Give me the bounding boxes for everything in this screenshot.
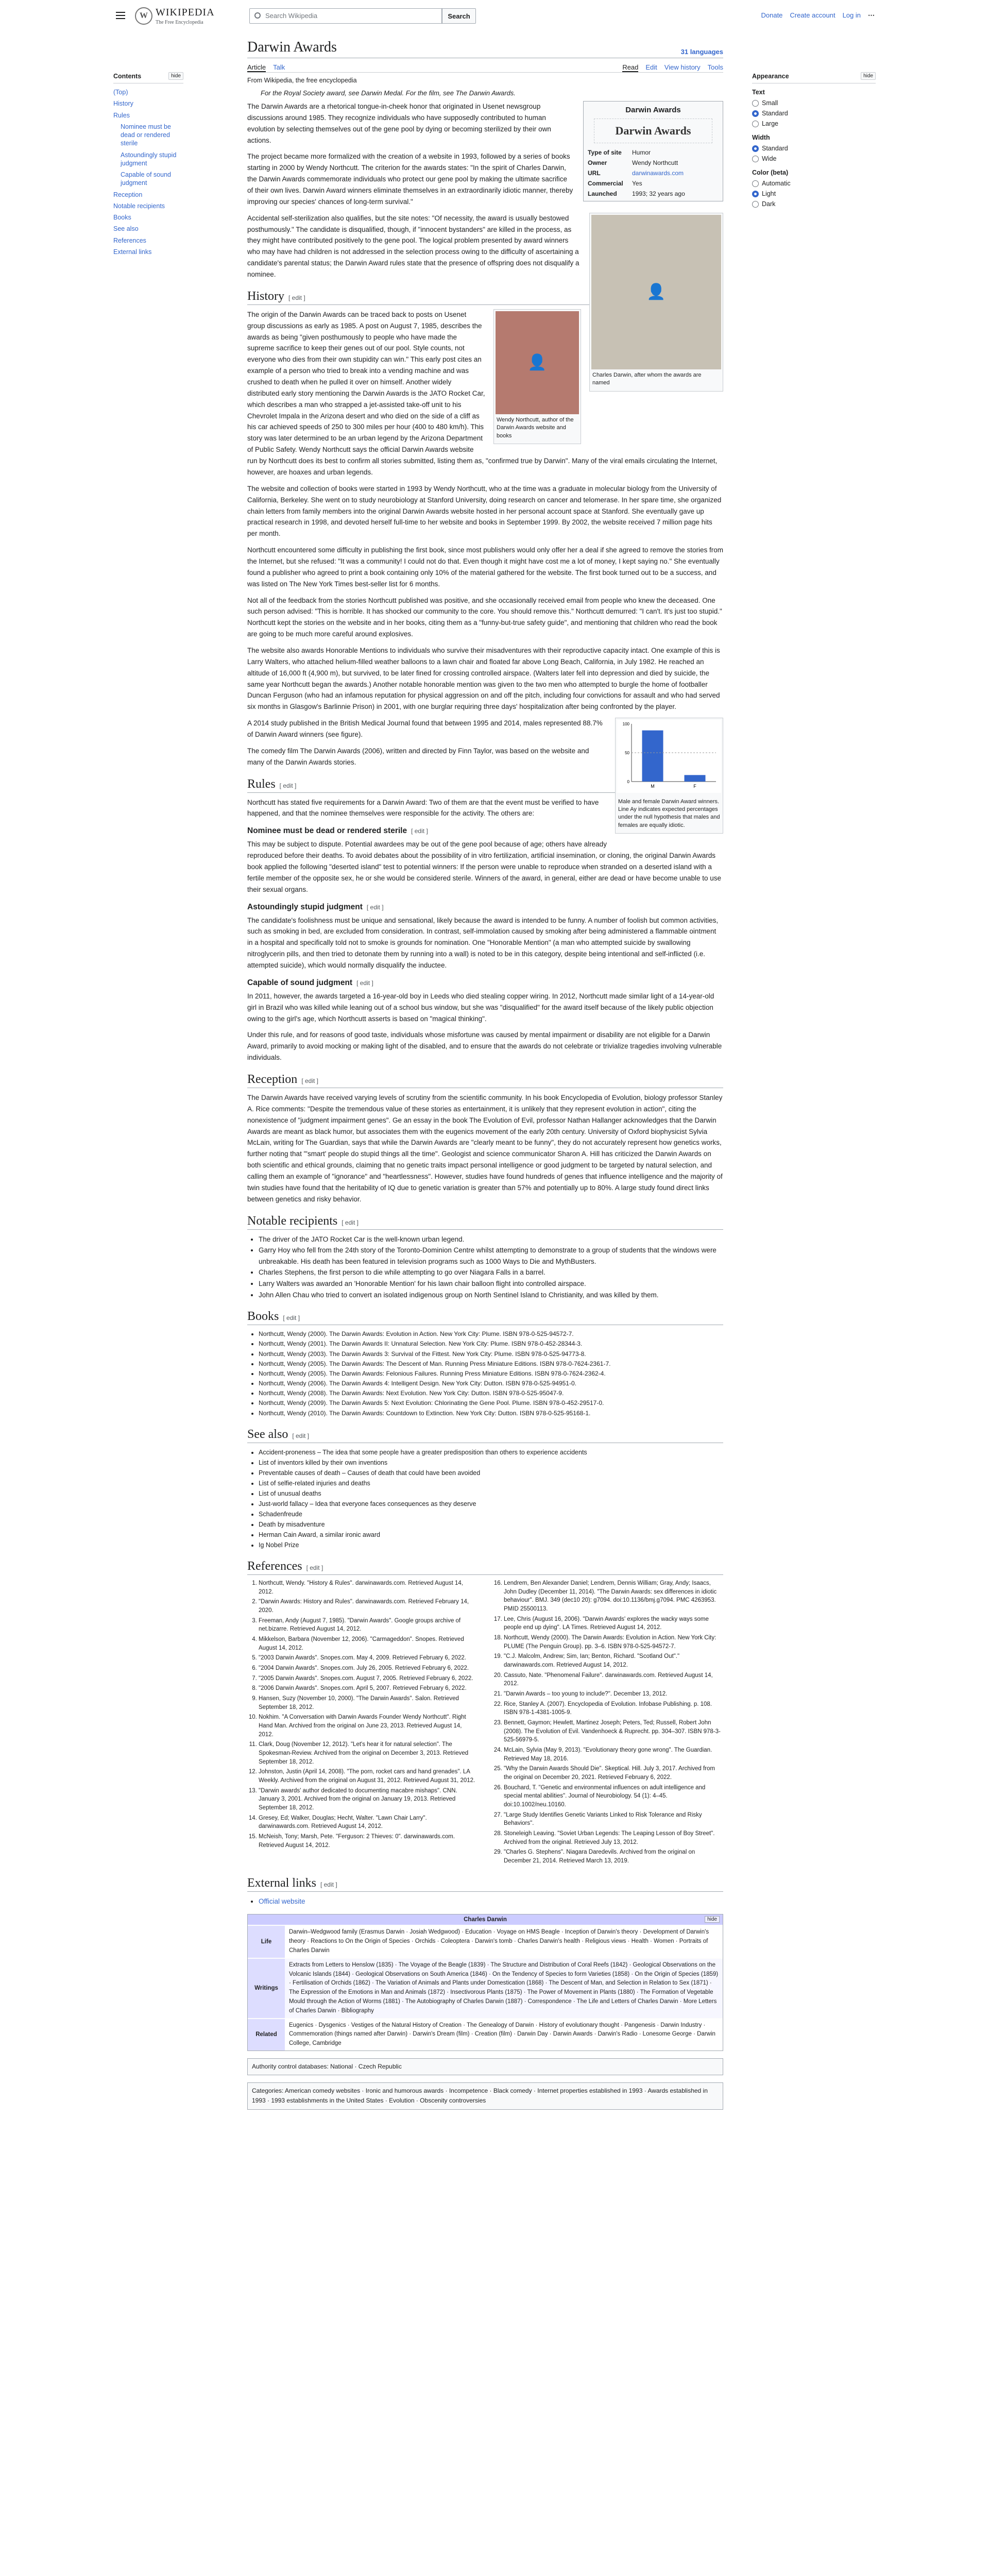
notable-item: • John Allen Chau who tried to convert an isolated indigenous group on North Sentinel Island to Christianity, and was killed by them. xyxy=(259,1290,723,1301)
color-dark-option[interactable]: Dark xyxy=(752,199,876,209)
authority-control: Authority control databases: National · Czech Republic xyxy=(247,2058,723,2075)
toc-item xyxy=(113,246,183,258)
section-heading-external-links: External links [ edit ] xyxy=(247,1876,723,1892)
reference-item: 19. "C.J. Malcolm, Andrew; Sim, Ian; Benton, Richard. "Scotland Out"." darwinawards.com. Retrieved August 14, 2012. xyxy=(504,1652,723,1669)
width-label: Width xyxy=(752,134,770,141)
rules-intro: Northcutt has stated five requirements for a Darwin Award: Two of them are that the event must be verified to have happened, and that the nominee themselves were responsible for the activity. The others are: xyxy=(247,798,599,818)
site-header xyxy=(0,0,989,32)
reference-item: 28. Stoneleigh Leaving. "Soviet Urban Legends: The Leaping Lesson of Boy Street". Archived from the original. Retrieved July 13, 2012. xyxy=(504,1829,723,1846)
section-heading-books: Books [ edit ] xyxy=(247,1310,723,1325)
toc-link[interactable]: External links xyxy=(113,248,152,256)
book-item: • Northcutt, Wendy (2005). The Darwin Awards: Felonious Failures. Running Press Miniature Editions. ISBN 978-0-7624-2362-4. xyxy=(259,1369,723,1379)
navbox-group: Life xyxy=(248,1926,285,1957)
color-light-option[interactable]: Light xyxy=(752,189,876,199)
main-menu-button[interactable] xyxy=(113,8,128,23)
page-tagline: From Wikipedia, the free encyclopedia xyxy=(247,77,357,84)
reference-item: 23. Bennett, Gaymon; Hewlett, Martinez Joseph; Peters, Ted; Russell, Robert John (2008). The Evolution of Evil. Vandenhoeck & Ruprecht. pp. 304–307. ISBN 978-3-525-56979-5. xyxy=(504,1719,723,1744)
infobox xyxy=(583,101,723,201)
logo-tagline: The Free Encyclopedia xyxy=(156,20,203,25)
toc-link[interactable]: (Top) xyxy=(113,89,128,96)
reference-item: 3. Freeman, Andy (August 7, 1985). "Darwin Awards". Google groups archive of net.bizarre. Retrieved August 14, 2012. xyxy=(259,1617,478,1634)
official-website-link[interactable]: Official website xyxy=(259,1897,305,1905)
see-also-item[interactable]: • Accident-proneness – The idea that some people have a greater predisposition than others to experience accidents xyxy=(259,1447,723,1458)
navbox-list[interactable]: Darwin–Wedgwood family (Erasmus Darwin · Josiah Wedgwood) · Education · Voyage on HMS Beagle · Inception of Darwin's theory · Development of Darwin's theory · Reactions to On the Origin of Species · Orchids · Coleoptera · Darwin's tomb · Charles Darwin's health · Religious views · Health · Women · Portraits of Charles Darwin xyxy=(285,1926,723,1957)
history-paragraph: The origin of the Darwin Awards can be traced back to posts on Usenet group discussions as early as 1985. A post on August 7, 1985, describes the awards as being "given posthumously to people who have made the supreme sacrifice to keep their genes out of our pool. Style counts, not everyone who dies from their own stupidity can win." This early post cites an example of a person who tried to break into a vending machine and was crushed to death when he pulled it over on himself. Another widely distributed early story mentioning the Darwin Awards is the JATO Rocket Car, which describes a man who strapped a jet-assisted take-off unit to his Chevrolet Impala in the Arizona desert and who died on the side of a cliff as his car achieved speeds of 250 to 300 miles per hour (400 to 480 km/h). This story was later determined to be an urban legend by the Arizona Department of Public Safety. Wendy Northcutt says the official Darwin Awards website run by Northcutt does its best to confirm all stories submitted, listing them as, "confirmed true by Darwin". Many of the viral emails circulating the Internet, however, are hoaxes and urban legends. xyxy=(247,310,718,476)
history-paragraph: The website also awards Honorable Mentions to individuals who survive their misadventures with their reproductive capacity intact. One example of this is Larry Walters, who attached helium-filled weather balloons to a lawn chair and floated far above Long Beach, California, in July 1982. He reached an altitude of 16,000 ft (4,900 m), but survived, to be later fined for crossing controlled airspace. (Walters later fell into depression and died by suicide, the same year Northcutt began the awards.) Another notable honorable mention was given to the two men who attempted to burgle the home of footballer Duncan Ferguson (who had an infamous reputation for physical aggression on and off the pitch, including four convictions for assault and who had served six months in Glasgow's Barlinnie Prison) in 2001, with one burglar requiring three days' hospitalization after being confronted by the player. xyxy=(247,646,720,711)
history-paragraph: The website and collection of books were started in 1993 by Wendy Northcutt, who at the time was a graduate in molecular biology from the University of California, Berkeley. She went on to study neurobiology at Stanford University, doing research on cancer and telomerase. In her spare time, she organized chain letters from family members into the original Darwin Awards website hosted in her personal account space at Stanford. She eventually gave up practical research in 1998, and devoted herself full-time to her website and books in September 1999. By 2002, the website received 7 million page hits per month. xyxy=(247,484,722,538)
infobox-label: URL xyxy=(588,170,601,177)
toc-link[interactable]: History xyxy=(113,100,133,108)
toc-item xyxy=(113,110,183,121)
toc-link[interactable]: Nominee must be dead or rendered sterile xyxy=(121,123,171,147)
table-of-contents xyxy=(113,72,183,258)
reference-item: 24. McLain, Sylvia (May 9, 2013). "Evolutionary theory gone wrong". The Guardian. Retrieved May 18, 2016. xyxy=(504,1746,723,1763)
globe-icon: W xyxy=(135,7,152,25)
navbox-group: Related xyxy=(248,2019,285,2050)
see-also-item[interactable]: • Death by misadventure xyxy=(259,1519,723,1530)
edit-link[interactable]: [ edit ] xyxy=(301,1077,318,1085)
figure-caption: Male and female Darwin Award winners. Line Ay indicates expected percentages under the null hypothesis that males and females are equally idiotic. xyxy=(618,798,720,828)
toc-link[interactable]: See also xyxy=(113,225,139,233)
toc-item xyxy=(113,189,183,200)
section-heading-rules: Rules [ edit ] xyxy=(247,777,723,793)
color-automatic-option[interactable]: Automatic xyxy=(752,178,876,189)
infobox-label: Owner xyxy=(588,159,607,166)
intro-paragraph: The project became more formalized with the creation of a website in 1993, followed by a series of books starting in 2000 by Wendy Northcutt. The criterion for the awards states: "In the spirit of Charles Darwin, the Darwin Awards commemorate individuals who protect our gene pool by making the ultimate sacrifice of their own lives. Darwin Award winners eliminate themselves in an extraordinarily idiotic manner, thereby improving our species' chances of long-term survival." xyxy=(247,152,573,206)
user-links xyxy=(761,11,875,20)
book-item: • Northcutt, Wendy (2009). The Darwin Awards 5: Next Evolution: Chlorinating the Gene Pool. Plume. ISBN 978-0-452-29517-0. xyxy=(259,1398,723,1408)
tab-article[interactable]: Article xyxy=(247,63,266,71)
infobox-label: Commercial xyxy=(588,180,623,187)
navbox-row xyxy=(248,2018,723,2050)
toc-link[interactable]: Reception xyxy=(113,191,143,198)
rule-paragraph: In 2011, however, the awards targeted a 16-year-old boy in Leeds who died stealing copper wiring. In 2012, Northcutt made similar light of a 14-year-old girl in Brazil who was killed while leaning out of a school bus window, but she was "disqualified" for the award itself because of the likely public objection owing to the girl's age, which Northcutt asserts is based on "magical thinking". xyxy=(247,992,714,1023)
y-tick-label: 50 xyxy=(625,751,629,756)
history-paragraph: Not all of the feedback from the stories Northcutt published was positive, and she occasionally received email from people who knew the deceased. One such person advised: "This is horrible. It has shocked our community to the core. You should remove this." Northcutt demurred: "I can't. It's just too stupid." Northcutt kept the stories on the website and in her books, citing them as a "funny-but-true safety guide", and mentioning that children who read the book are going to be much more careful around explosives. xyxy=(247,596,722,638)
reference-item: 21. "Darwin Awards – too young to include?". December 13, 2012. xyxy=(504,1690,723,1699)
section-heading-history: History [ edit ] xyxy=(247,290,723,305)
intro-paragraph: The Darwin Awards are a rhetorical tongue-in-cheek honor that originated in Usenet newsgroup discussions around 1985. They recognize individuals who have supposedly contributed to human evolution by selecting themselves out of the gene pool by dying or becoming sterilized by their own actions. xyxy=(247,103,551,144)
edit-link[interactable]: [ edit ] xyxy=(356,979,373,987)
text-small-option[interactable]: Small xyxy=(752,98,876,108)
reference-item: 7. "2005 Darwin Awards". Snopes.com. August 7, 2005. Retrieved February 6, 2022. xyxy=(259,1674,478,1683)
reference-item: 22. Rice, Stanley A. (2007). Encyclopedia of Evolution. Infobase Publishing. p. 108. ISBN 978-1-4381-1005-9. xyxy=(504,1700,723,1717)
toc-item xyxy=(113,169,183,189)
history-paragraph: Northcutt encountered some difficulty in publishing the first book, since most publishers would only offer her a deal if she agreed to remove the stories from the Internet, but she refused: "It was a community! I could not do that. Even though it might have cost me a lot of money, I kept saying no." She eventually found a publisher who agreed to print a book containing only 10% of the material gathered for the website. The first book turned out to be a success, and was listed on The New York Times best-seller list for 6 months. xyxy=(247,546,723,588)
reference-item: 16. Lendrem, Ben Alexander Daniel; Lendrem, Dennis William; Gray, Andy; Isaacs, John Dudley (December 11, 2014). "The Darwin Awards: sex differences in idiotic behaviour". BMJ. 349 (dec10 20): g7094. doi:10.1136/bmj.g7094. PMC 4263953. PMID 25500113. xyxy=(504,1579,723,1614)
book-item: • Northcutt, Wendy (2003). The Darwin Awards 3: Survival of the Fittest. New York City: Plume. ISBN 978-0-525-94773-8. xyxy=(259,1349,723,1359)
infobox-value: Humor xyxy=(632,149,651,156)
edit-link[interactable]: [ edit ] xyxy=(292,1432,309,1439)
book-item: • Northcutt, Wendy (2005). The Darwin Awards: The Descent of Man. Running Press Miniature Editions. ISBN 978-0-7624-2361-7. xyxy=(259,1359,723,1369)
y-tick-label: 0 xyxy=(627,779,629,785)
book-item: • Northcutt, Wendy (2000). The Darwin Awards: Evolution in Action. New York City: Plume. ISBN 978-0-525-94572-7. xyxy=(259,1329,723,1339)
toc-link[interactable]: Rules xyxy=(113,111,130,119)
infobox-value: Yes xyxy=(632,180,642,187)
subsection-heading-stupid-judgment: Astoundingly stupid judgment [ edit ] xyxy=(247,902,384,911)
section-heading-reception: Reception [ edit ] xyxy=(247,1073,723,1088)
toc-title: Contents xyxy=(113,72,142,80)
infobox-label: Launched xyxy=(588,190,617,197)
website-link[interactable]: darwinawards.com xyxy=(632,170,684,177)
appearance-hide-button[interactable]: hide xyxy=(861,72,876,80)
rule-paragraph: This may be subject to dispute. Potential awardees may be out of the gene pool because of age; others have already reproduced before their deaths. To avoid debates about the possibility of in vitro fertilization, artificial insemination, or cloning, the original Darwin Awards book applied the following "deserted island" test to potential winners: If the person were unable to reproduce when stranded on a deserted island with a fertile member of the opposite sex, he or she would be considered sterile. Winners of the award, in general, either are dead or have become unable to use their sexual organs. xyxy=(247,840,722,893)
tab-tools[interactable]: Tools xyxy=(707,63,723,71)
toc-item xyxy=(113,223,183,234)
edit-link[interactable]: [ edit ] xyxy=(279,782,297,789)
toc-item xyxy=(113,87,183,98)
charles-darwin-photo[interactable]: 👤 xyxy=(591,215,721,369)
tab-edit[interactable]: Edit xyxy=(645,63,657,71)
reference-item: 20. Cassuto, Nate. "Phenomenal Failure". darwinawards.com. Retrieved August 14, 2012. xyxy=(504,1671,723,1688)
categories-box: Categories: American comedy websites · Ironic and humorous awards · Incompetence · Black comedy · Internet properties established in 1993 · Awards established in 1993 · 1993 establishments in the United States · Evolution · Obscenity controversies xyxy=(247,2082,723,2109)
gender-bar-chart xyxy=(617,720,721,793)
navbox-hide-button[interactable]: hide xyxy=(705,1916,720,1923)
create-account-link[interactable]: Create account xyxy=(790,11,835,19)
intro-paragraph: Accidental self-sterilization also qualifies, but the site notes: "Of necessity, the award is usually bestowed posthumously." The candidate is disqualified, though, if "innocent bystanders" are killed in the process, as they might have contributed positively to the gene pool. The logical problem presented by award winners who may have had children is not addressed in the selection process owing to the difficulty of ascertaining a candidate's parental status; the Darwin Award rules state that the presence of offspring does not disqualify a nominee. xyxy=(247,214,579,279)
page-title: Darwin Awards xyxy=(247,39,337,55)
reference-item: 26. Bouchard, T. "Genetic and environmental influences on adult intelligence and special mental abilities". Journal of Neurobiology. 54 (1): 4–45. doi:10.1002/neu.10160. xyxy=(504,1784,723,1809)
toc-item xyxy=(113,98,183,109)
text-standard-option[interactable]: Standard xyxy=(752,108,876,118)
rule-paragraph: Under this rule, and for reasons of good taste, individuals whose misfortune was caused by mental impairment or disability are not eligible for a Darwin Award, primarily to avoid mocking or making light of the disabled, and to ensure that the awards do not celebrate or trivialize tragedies involving vulnerable individuals. xyxy=(247,1031,722,1062)
toc-item xyxy=(113,121,183,149)
navbox-title: Charles Darwin xyxy=(464,1917,507,1923)
see-also-item[interactable]: • List of selfie-related injuries and deaths xyxy=(259,1478,723,1488)
reference-item: 15. McNeish, Tony; Marsh, Pete. "Ferguson: 2 Thieves: 0". darwinawards.com. Retrieved August 14, 2012. xyxy=(259,1833,478,1850)
infobox-label: Type of site xyxy=(588,149,622,156)
figure-caption: Charles Darwin, after whom the awards are named xyxy=(592,371,702,386)
wendy-northcutt-photo[interactable]: 👤 xyxy=(496,311,579,414)
tab-talk[interactable]: Talk xyxy=(273,63,285,71)
language-button[interactable]: 31 languages xyxy=(680,48,723,56)
color-label: Color (beta) xyxy=(752,169,789,176)
reference-item: 1. Northcutt, Wendy. "History & Rules". darwinawards.com. Retrieved August 14, 2012. xyxy=(259,1579,478,1596)
section-heading-see-also: See also [ edit ] xyxy=(247,1428,723,1443)
article xyxy=(247,39,723,2110)
edit-link[interactable]: [ edit ] xyxy=(366,903,384,911)
reference-item: 11. Clark, Doug (November 12, 2012). "Let's hear it for natural selection". The Spokesman-Review. Archived from the original on December 3, 2013. Retrieved September 18, 2012. xyxy=(259,1740,478,1766)
edit-link[interactable]: [ edit ] xyxy=(283,1314,300,1322)
reference-item: 12. Johnston, Justin (April 14, 2008). "The porn, rocket cars and hand grenades". LA Weekly. Archived from the original on August 31, 2012. Retrieved August 31, 2012. xyxy=(259,1768,478,1785)
rule-paragraph: The candidate's foolishness must be unique and sensational, likely because the award is intended to be funny. A number of foolish but common activities, such as smoking in bed, are excluded from consideration. In contrast, self-immolation caused by smoking after being administered a flammable ointment in a hospital and specifically told not to smoke is grounds for nomination. One "Honorable Mention" (a man who attempted suicide by swallowing nitroglycerin pills, and then tried to detonate them by running into a wall) is noted to be in this category, despite being intentional and self-inflicted (i.e. attempted suicide), which would normally disqualify the inductee. xyxy=(247,916,719,969)
book-item: • Northcutt, Wendy (2006). The Darwin Awards 4: Intelligent Design. New York City: Dutton. ISBN 978-0-525-94951-0. xyxy=(259,1379,723,1388)
search-input[interactable]: Search Wikipedia xyxy=(249,8,442,24)
reference-item: 13. "Darwin awards' author dedicated to documenting macabre mishaps". CNN. January 3, 2001. Archived from the original on January 19, 2013. Retrieved September 18, 2012. xyxy=(259,1787,478,1812)
notable-item: • Larry Walters was awarded an 'Honorable Mention' for his lawn chair balloon flight into controlled airspace. xyxy=(259,1278,723,1290)
appearance-title: Appearance xyxy=(752,72,789,80)
reference-item: 8. "2006 Darwin Awards". Snopes.com. April 5, 2007. Retrieved February 6, 2022. xyxy=(259,1684,478,1693)
navbox-group: Writings xyxy=(248,1959,285,2018)
bar-M xyxy=(642,731,663,782)
infobox-value: Wendy Northcutt xyxy=(632,159,678,166)
see-also-item[interactable]: • List of unusual deaths xyxy=(259,1488,723,1499)
navbox-row xyxy=(248,1958,723,2018)
figure-caption: Wendy Northcutt, author of the Darwin Awards website and books xyxy=(497,416,574,439)
toc-item xyxy=(113,235,183,246)
darwin-awards-logo: Darwin Awards xyxy=(594,118,712,143)
toc-link[interactable]: Capable of sound judgment xyxy=(121,171,171,187)
reference-item: 5. "2003 Darwin Awards". Snopes.com. May 4, 2009. Retrieved February 6, 2022. xyxy=(259,1654,478,1663)
references-list xyxy=(247,1579,723,1867)
see-also-item[interactable]: • Herman Cain Award, a similar ironic award xyxy=(259,1530,723,1540)
bar-F xyxy=(685,775,706,782)
more-options-icon[interactable]: ⋯ xyxy=(868,11,875,19)
see-also-item[interactable]: • Ig Nobel Prize xyxy=(259,1540,723,1550)
toc-link[interactable]: Astoundingly stupid judgment xyxy=(121,151,177,167)
subsection-heading-dead-or-sterile: Nominee must be dead or rendered sterile [ edit ] xyxy=(247,826,428,836)
donate-link[interactable]: Donate xyxy=(761,11,783,19)
edit-link[interactable]: [ edit ] xyxy=(342,1218,359,1226)
reference-item: 2. "Darwin Awards: History and Rules". darwinawards.com. Retrieved February 14, 2020. xyxy=(259,1598,478,1615)
section-heading-references: References [ edit ] xyxy=(247,1560,723,1575)
book-item: • Northcutt, Wendy (2008). The Darwin Awards: Next Evolution. New York City: Dutton. ISBN 978-0-525-95047-9. xyxy=(259,1388,723,1398)
history-paragraph: A 2014 study published in the British Medical Journal found that between 1995 and 2014, males represented 88.7% of Darwin Award winners (see figure). xyxy=(247,719,603,738)
toc-item xyxy=(113,200,183,212)
see-also-item[interactable]: • Preventable causes of death – Causes of death that could have been avoided xyxy=(259,1468,723,1478)
infobox-value: 1993; 32 years ago xyxy=(632,190,685,197)
notable-item: • Charles Stephens, the first person to die while attempting to go over Niagara Falls in a barrel. xyxy=(259,1267,723,1278)
notable-item: • The driver of the JATO Rocket Car is the well-known urban legend. xyxy=(259,1234,723,1245)
toc-link[interactable]: Notable recipients xyxy=(113,202,165,210)
reference-item: 14. Gresey, Ed; Walker, Douglas; Hecht, Walter. "Lawn Chair Larry". darwinawards.com. Retrieved August 14, 2012. xyxy=(259,1814,478,1831)
northcutt-figure xyxy=(493,309,581,444)
gender-chart-figure xyxy=(615,718,723,834)
history-paragraph: The comedy film The Darwin Awards (2006), written and directed by Finn Taylor, was based on the website and many of the Darwin Awards stories. xyxy=(247,747,589,766)
wikipedia-logo[interactable] xyxy=(135,6,215,26)
edit-link[interactable]: [ edit ] xyxy=(320,1880,337,1888)
navbox-list[interactable]: Eugenics · Dysgenics · Vestiges of the Natural History of Creation · The Genealogy of Darwin · History of evolutionary thought · Pangenesis · Darwin Industry · Commemoration (things named after Darwin) · Darwin's Dream (film) · Creation (film) · Darwin Day · Darwin Awards · Darwin's Radio · Lonesome George · Darwin College, Cambridge xyxy=(285,2019,723,2050)
navbox-list[interactable]: Extracts from Letters to Henslow (1835) · The Voyage of the Beagle (1839) · The Structure and Distribution of Coral Reefs (1842) · Geological Observations on the Volcanic Islands (1844) · Geological Observations on South America (1846) · On the Tendency of Species to form Varieties (1858) · On the Origin of Species (1859) · Fertilisation of Orchids (1862) · The Variation of Animals and Plants under Domestication (1868) · The Descent of Man, and Selection in Relation to Sex (1871) · The Expression of the Emotions in Man and Animals (1872) · Insectivorous Plants (1875) · The Power of Movement in Plants (1880) · The Formation of Vegetable Mould through the Action of Worms (1881) · The Autobiography of Charles Darwin (1887) · Correspondence · The Life and Letters of Charles Darwin · More Letters of Charles Darwin · Bibliography xyxy=(285,1959,723,2018)
reference-item: 25. "Why the Darwin Awards Should Die". Skeptical. Hill. July 3, 2017. Archived from the original on December 20, 2021. Retrieved February 6, 2022. xyxy=(504,1765,723,1782)
edit-link[interactable]: [ edit ] xyxy=(288,294,305,301)
toc-item xyxy=(113,149,183,170)
reference-item: 27. "Large Study Identifies Genetic Variants Linked to Risk Tolerance and Risky Behaviors". xyxy=(504,1811,723,1828)
see-also-item[interactable]: • List of inventors killed by their own inventions xyxy=(259,1458,723,1468)
reference-item: 6. "2004 Darwin Awards". Snopes.com. July 26, 2005. Retrieved February 6, 2022. xyxy=(259,1664,478,1673)
reference-item: 18. Northcutt, Wendy (2000). The Darwin Awards: Evolution in Action. New York City: PLUME (The Penguin Group). pp. 3–6. ISBN 978-0-525-94572-7. xyxy=(504,1634,723,1651)
reference-item: 10. Nokhim. "A Conversation with Darwin Awards Founder Wendy Northcutt". Right Hand Man. Archived from the original on June 23, 2013. Retrieved August 14, 2012. xyxy=(259,1713,478,1739)
search-button[interactable]: Search xyxy=(442,8,476,24)
reference-item: 9. Hansen, Suzy (November 10, 2000). "The Darwin Awards". Salon. Retrieved September 18, 2012. xyxy=(259,1694,478,1711)
appearance-panel xyxy=(752,72,876,209)
edit-link[interactable]: [ edit ] xyxy=(411,827,428,835)
x-tick-label: F xyxy=(693,784,696,789)
book-item: • Northcutt, Wendy (2010). The Darwin Awards: Countdown to Extinction. New York City: Dutton. ISBN 978-0-525-95168-1. xyxy=(259,1409,723,1418)
edit-link[interactable]: [ edit ] xyxy=(306,1564,323,1571)
tab-view-history[interactable]: View history xyxy=(664,63,701,71)
text-large-option[interactable]: Large xyxy=(752,118,876,129)
hatnote: For the Royal Society award, see Darwin Medal. For the film, see The Darwin Awards. xyxy=(261,89,516,97)
toc-hide-button[interactable]: hide xyxy=(168,72,183,80)
notable-item: • Garry Hoy who fell from the 24th story of the Toronto-Dominion Centre whilst attempting to demonstrate to a group of students that the windows were unbreakable. His death has been featured in television programs such as 1000 Ways to Die and MythBusters. xyxy=(259,1245,723,1267)
login-link[interactable]: Log in xyxy=(842,11,861,19)
width-standard-option[interactable]: Standard xyxy=(752,143,876,154)
toc-link[interactable]: Books xyxy=(113,214,131,221)
tab-read[interactable]: Read xyxy=(622,63,639,71)
navbox-row xyxy=(248,1925,723,1957)
logo-wordmark: WIKIPEDIA xyxy=(156,7,215,18)
toc-link[interactable]: References xyxy=(113,236,146,244)
reference-item: 4. Mikkelson, Barbara (November 12, 2006). "Carmageddon". Snopes. Retrieved August 14, 2012. xyxy=(259,1635,478,1652)
reference-item: 29. "Charles G. Stephens". Niagara Daredevils. Archived from the original on December 21, 2014. Retrieved March 13, 2019. xyxy=(504,1848,723,1865)
see-also-item[interactable]: • Schadenfreude xyxy=(259,1509,723,1519)
darwin-figure xyxy=(589,213,723,392)
see-also-item[interactable]: • Just-world fallacy – Idea that everyone faces consequences as they deserve xyxy=(259,1499,723,1509)
charles-darwin-navbox xyxy=(247,1914,723,2051)
width-wide-option[interactable]: Wide xyxy=(752,154,876,164)
section-heading-notable: Notable recipients [ edit ] xyxy=(247,1214,723,1230)
book-item: • Northcutt, Wendy (2001). The Darwin Awards II: Unnatural Selection. New York City: Plume. ISBN 978-0-452-28344-3. xyxy=(259,1339,723,1349)
y-tick-label: 100 xyxy=(622,722,629,727)
toc-item xyxy=(113,212,183,223)
reception-paragraph: The Darwin Awards have received varying levels of scrutiny from the scientific community. In his book Encyclopedia of Evolution, biology professor Stanley A. Rice comments: "Despite the tremendous value of these stories as entertainment, it is unlikely that they represent evolution in action", citing the nonexistence of "judgment impairment genes". Ge an essay in the book The Evolution of Evil, professor Nathan Hallanger acknowledges that the Darwin Awards are meant as black humor, but associates them with the eugenics movement of the early 20th century. University of Oxford biophysicist Sylvia McLain, writing for The Guardian, says that while the Darwin Awards are "clearly meant to be funny", they do not accurately represent how genetics works, further noting that "'smart' people do stupid things all the time". Geologist and science communicator Sharon A. Hill has criticized the Darwin Awards on both scientific and ethical grounds, claiming that no genetic traits impact personal intelligence or good judgment to be targeted by natural selection, and calling them an example of "ignorance" and "heartlessness". However, studies have found hundreds of genes that influence intelligence and the majority of twin studies have found that the heritability of IQ due to genetic variation is greater than 57% and potentially up to 80%. A large study found direct links between genetics and risky behavior. xyxy=(247,1094,723,1203)
subsection-heading-sound-judgment: Capable of sound judgment [ edit ] xyxy=(247,978,373,987)
reference-item: 17. Lee, Chris (August 16, 2006). "Darwin Awards' explores the wacky ways some people end up dying". LA Times. Retrieved August 14, 2012. xyxy=(504,1615,723,1632)
infobox-title: Darwin Awards xyxy=(625,106,681,114)
text-size-label: Text xyxy=(752,89,765,96)
x-tick-label: M xyxy=(651,784,655,789)
